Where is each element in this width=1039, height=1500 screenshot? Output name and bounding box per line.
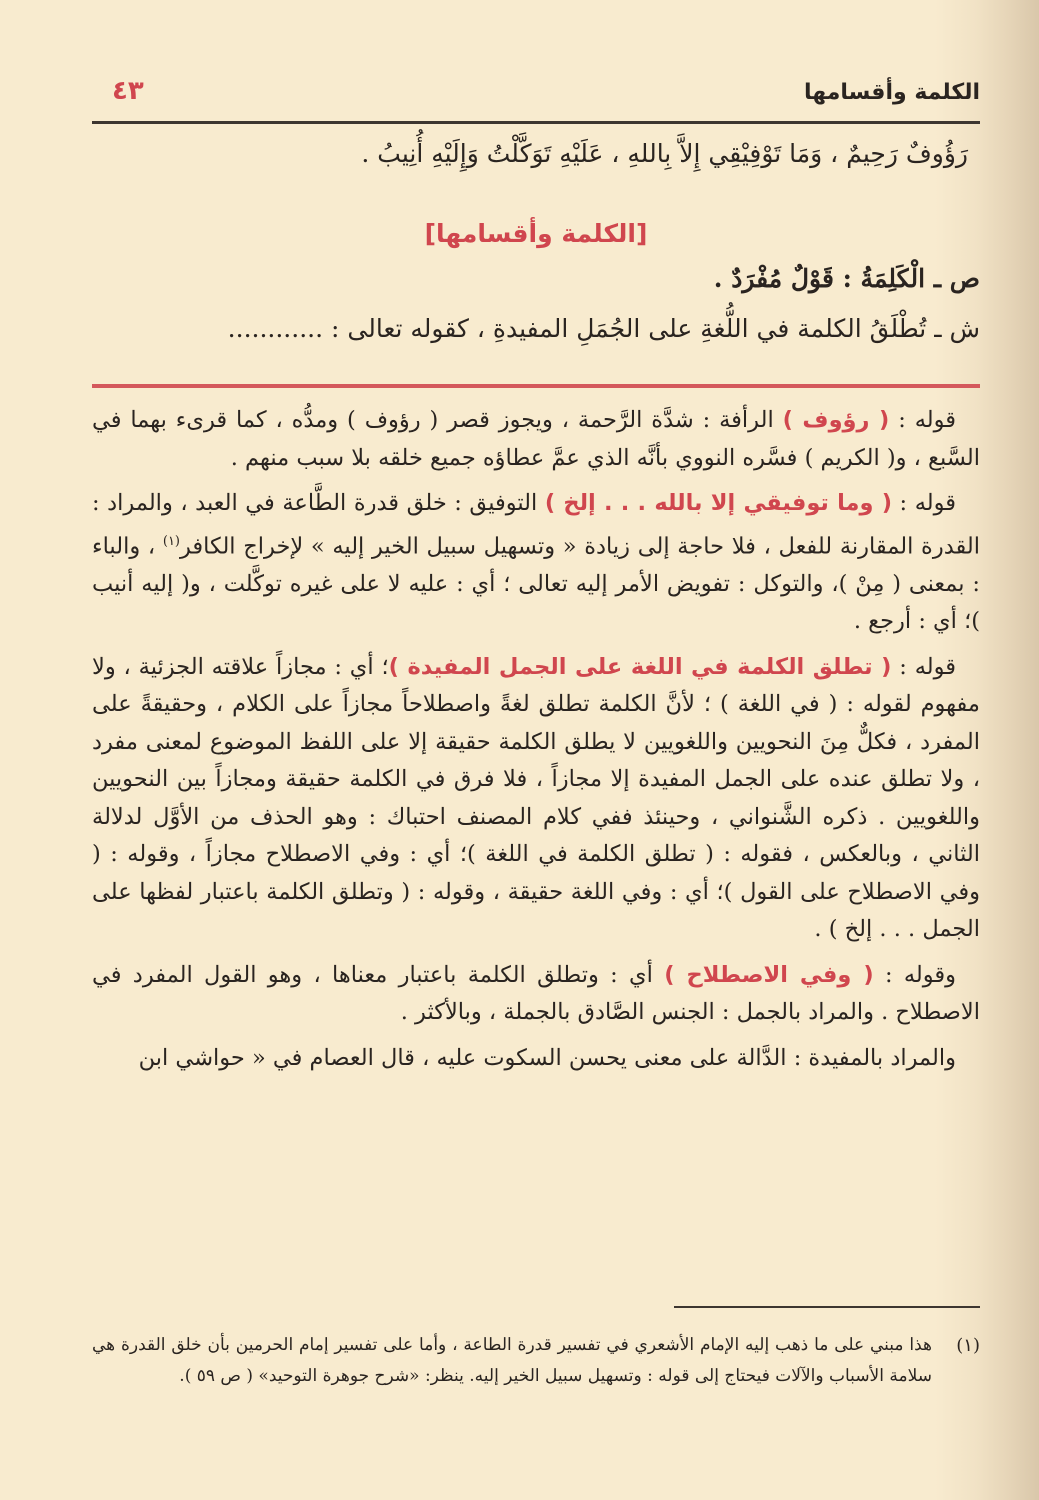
lemma-highlight: ( وفي الاصطلاح ) — [664, 961, 874, 988]
paragraph-text-continued: ، والباء : بمعنى ( مِنْ )، والتوكل : تفويض الأمر إليه تعالى ؛ أي : عليه لا على غيره توكَّلت ، و( إليه أنيب )؛ أي : أرجع . — [92, 533, 980, 634]
running-header — [92, 72, 980, 112]
footnote-marker: (١) — [956, 1335, 980, 1356]
paragraph-text: ؛ أي : مجازاً علاقته الجزئية ، ولا مفهوم لقوله : ( في اللغة ) ؛ لأنَّ الكلمة تطلق لغةً واصطلاحاً مجازاً على الكلام ، وحقيقةً على المفرد ، فكلٌّ مِنَ النحويين واللغويين لا يطلق الكلمة حقيقة إلا على اللفظ الموضوع لمعنى مفرد ، ولا تطلق عنده على الجمل المفيدة إلا مجازاً ، فلا فرق في الكلمة حقيقة ومجازاً بين النحويين واللغويين . ذكره الشَّنواني ، وحينئذ ففي كلام المصنف احتباك : وهو الحذف من الأوَّل لدلالة الثاني ، وبالعكس ، فقوله : ( تطلق الكلمة في اللغة )؛ أي : وفي الاصطلاح مجازاً ، وقوله : ( وفي الاصطلاح على القول )؛ أي : وفي اللغة حقيقة ، وقوله : ( وتطلق الكلمة باعتبار لفظها على الجمل . . . إلخ ) . — [92, 653, 980, 942]
ellipsis-dots: ............ — [227, 314, 324, 343]
footnote — [92, 1330, 980, 1392]
commentary-paragraph — [92, 957, 980, 1032]
sharh-text: ش ـ تُطْلَقُ الكلمة في اللُّغةِ على الجُمَلِ المفيدةِ ، كقوله تعالى : — [331, 314, 980, 343]
commentary-paragraph — [92, 649, 980, 949]
page-number: ٤٣ — [112, 76, 144, 106]
section-heading: [الكلمة وأقسامها] — [424, 219, 648, 248]
paragraph-prefix: قوله : — [892, 490, 956, 516]
paragraph-prefix: قوله : — [891, 653, 956, 680]
header-rule — [92, 121, 980, 124]
main-text-block — [92, 128, 980, 354]
paragraph-text: الرأفة : شدَّة الرَّحمة ، ويجوز قصر ( رؤوف ) ومدُّه ، كما قرىء بهما في السَّبع ، و( الكريم ) فسَّره النووي بأنَّه الذي عمَّ عطاؤه جميع خلقه بلا سبب منهم . — [92, 407, 980, 471]
commentary-paragraph — [92, 1040, 980, 1078]
footnote-reference[interactable]: (١) — [162, 533, 180, 549]
lemma-highlight: ( تطلق الكلمة في اللغة على الجمل المفيدة ) — [388, 653, 892, 680]
commentary-paragraph — [92, 485, 980, 641]
footnote-rule — [674, 1306, 980, 1308]
commentary-paragraph — [92, 402, 980, 477]
verse-line: رَؤُوفٌ رَحِيمٌ ، وَمَا تَوْفِيْقِي إِلاَّ بِاللهِ ، عَلَيْهِ تَوَكَّلْتُ وَإِلَيْهِ أُنِيبُ . — [361, 139, 968, 168]
book-page — [92, 0, 980, 1500]
paragraph-text: أي : وتطلق الكلمة باعتبار معناها ، وهو القول المفرد في الاصطلاح . والمراد بالجمل : الجنس الصَّادق بالجملة ، وبالأكثر . — [92, 961, 980, 1025]
lemma-highlight: ( وما توفيقي إلا بالله . . . إلخ ) — [544, 490, 892, 516]
sharh-line — [92, 304, 980, 354]
matn-line: ص ـ الْكَلِمَةُ : قَوْلٌ مُفْرَدٌ . — [713, 264, 980, 293]
section-separator — [92, 384, 980, 388]
lemma-highlight: ( رؤوف ) — [782, 407, 890, 433]
paragraph-prefix: قوله : — [889, 407, 956, 433]
paragraph-prefix: وقوله : — [873, 961, 956, 988]
footnote-text: هذا مبني على ما ذهب إليه الإمام الأشعري في تفسير قدرة الطاعة ، وأما على تفسير إمام الحرمين بأن خلق القدرة هي سلامة الأسباب والآلات فيحتاج إلى قوله : وتسهيل سبيل الخير إليه. ينظر: «شرح جوهرة التوحيد» ( ص ٥٩ ). — [92, 1335, 932, 1386]
running-title: الكلمة وأقسامها — [804, 80, 980, 105]
paragraph-text: التوفيق : خلق قدرة الطَّاعة في العبد ، والمراد : القدرة المقارنة للفعل ، فلا حاجة إلى زيادة « وتسهيل سبيل الخير إليه » لإخراج الكافر — [92, 490, 981, 559]
paragraph-text: والمراد بالمفيدة : الدَّالة على معنى يحسن السكوت عليه ، قال العصام في « حواشي ابن — [138, 1044, 956, 1071]
commentary-block — [92, 402, 980, 1085]
